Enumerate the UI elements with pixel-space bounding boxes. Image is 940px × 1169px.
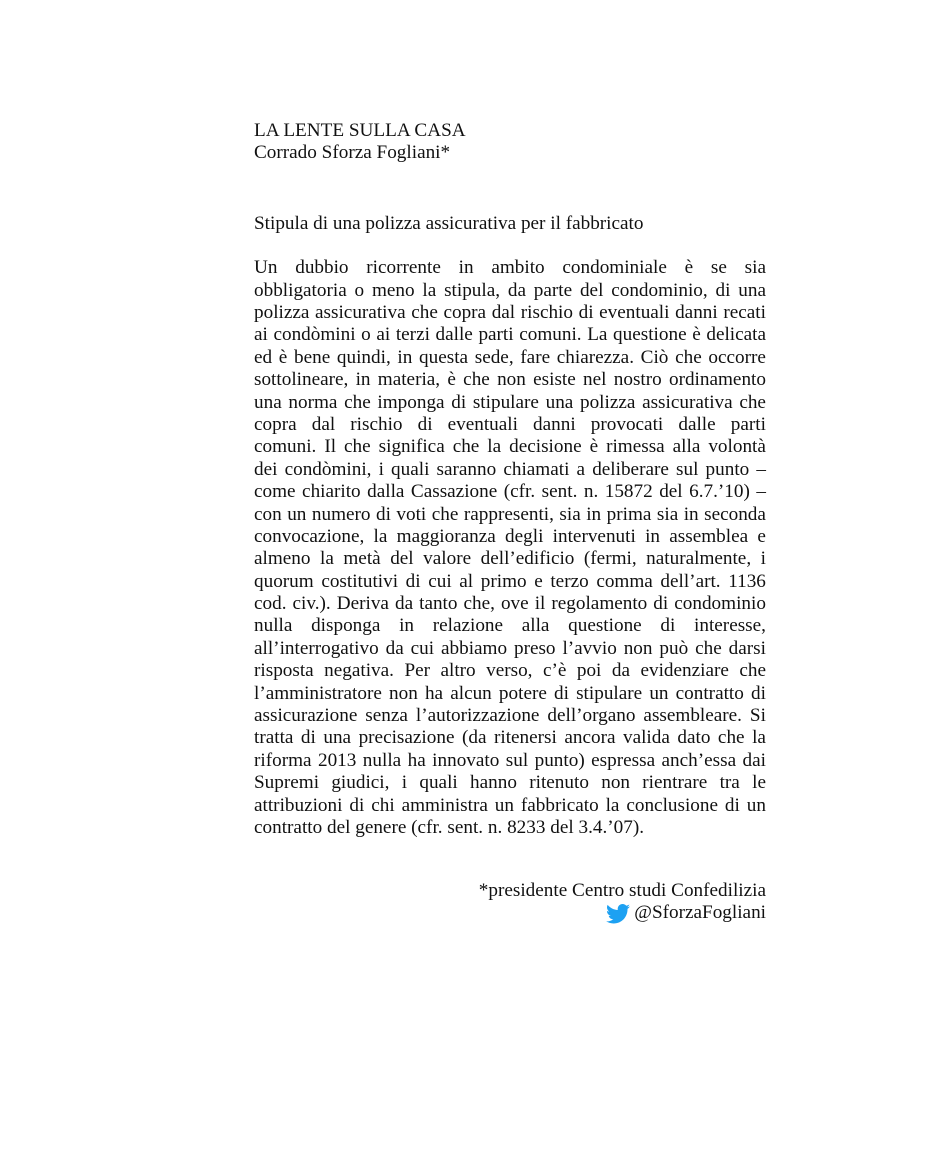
footer xyxy=(254,880,766,930)
body-line: almeno la metà del valore dell’edificio (fermi, naturalmente, i xyxy=(254,548,766,570)
body-line: dei condòmini, i quali saranno chiamati a deliberare sul punto – xyxy=(254,458,766,480)
body-line: copra dal rischio di eventuali danni provocati dalle parti xyxy=(254,413,766,435)
body-line: l’amministratore non ha alcun potere di stipulare un contratto di xyxy=(254,682,766,704)
body-line: sottolineare, in materia, è che non esiste nel nostro ordinamento xyxy=(254,369,766,391)
author-name: Corrado Sforza Fogliani* xyxy=(254,142,451,164)
article-title: Stipula di una polizza assicurativa per il fabbricato xyxy=(254,212,644,234)
body-line: attribuzioni di chi amministra un fabbricato la conclusione di un xyxy=(254,794,766,816)
body-line: riforma 2013 nulla ha innovato sul punto) espressa anch’essa dai xyxy=(254,749,766,771)
body-line: Supremi giudici, i quali hanno ritenuto non rientrare tra le xyxy=(254,772,766,794)
body-line: polizza assicurativa che copra dal rischio di eventuali danni recati xyxy=(254,302,766,323)
body-line: ed è bene quindi, in questa sede, fare chiarezza. Ciò che occorre xyxy=(254,346,766,368)
document-page xyxy=(254,120,766,839)
body-line: assicurazione senza l’autorizzazione dell’organo assembleare. Si xyxy=(254,705,766,727)
body-line: con un numero di voti che rappresenti, sia in prima sia in seconda xyxy=(254,503,766,525)
body-line: tratta di una precisazione (da ritenersi ancora valida dato che la xyxy=(254,727,766,749)
body-line: nulla disponga in relazione alla questione di interesse, xyxy=(254,615,766,637)
body-line: una norma che imponga di stipulare una polizza assicurativa che xyxy=(254,391,766,413)
twitter-bird-icon xyxy=(606,904,630,924)
body-line: Un dubbio ricorrente in ambito condominiale è se sia xyxy=(254,257,766,279)
twitter-line[interactable] xyxy=(606,902,766,924)
body-line: ai condòmini o ai terzi dalle parti comuni. La questione è delicata xyxy=(254,324,766,346)
body-line: contratto del genere (cfr. sent. n. 8233 del 3.4.’07). xyxy=(254,816,645,838)
body-line: risposta negativa. Per altro verso, c’è poi da evidenziare che xyxy=(254,660,766,682)
article-body xyxy=(254,257,766,839)
body-line: come chiarito dalla Cassazione (cfr. sent. n. 15872 del 6.7.’10) – xyxy=(254,481,766,503)
body-line: cod. civ.). Deriva da tanto che, ove il regolamento di condominio xyxy=(254,593,766,615)
body-line: quorum costitutivi di cui al primo e terzo comma dell’art. 1136 xyxy=(254,570,766,592)
body-line: convocazione, la maggioranza degli intervenuti in assemblea e xyxy=(254,525,766,547)
body-line: all’interrogativo da cui abbiamo preso l’avvio non può che darsi xyxy=(254,637,766,659)
body-line: obbligatoria o meno la stipula, da parte del condominio, di una xyxy=(254,279,766,301)
twitter-handle[interactable]: @SforzaFogliani xyxy=(634,902,766,924)
body-line: comuni. Il che significa che la decisione è rimessa alla volontà xyxy=(254,436,766,458)
column-title: LA LENTE SULLA CASA xyxy=(254,120,466,141)
author-role: *presidente Centro studi Confedilizia xyxy=(478,880,766,901)
